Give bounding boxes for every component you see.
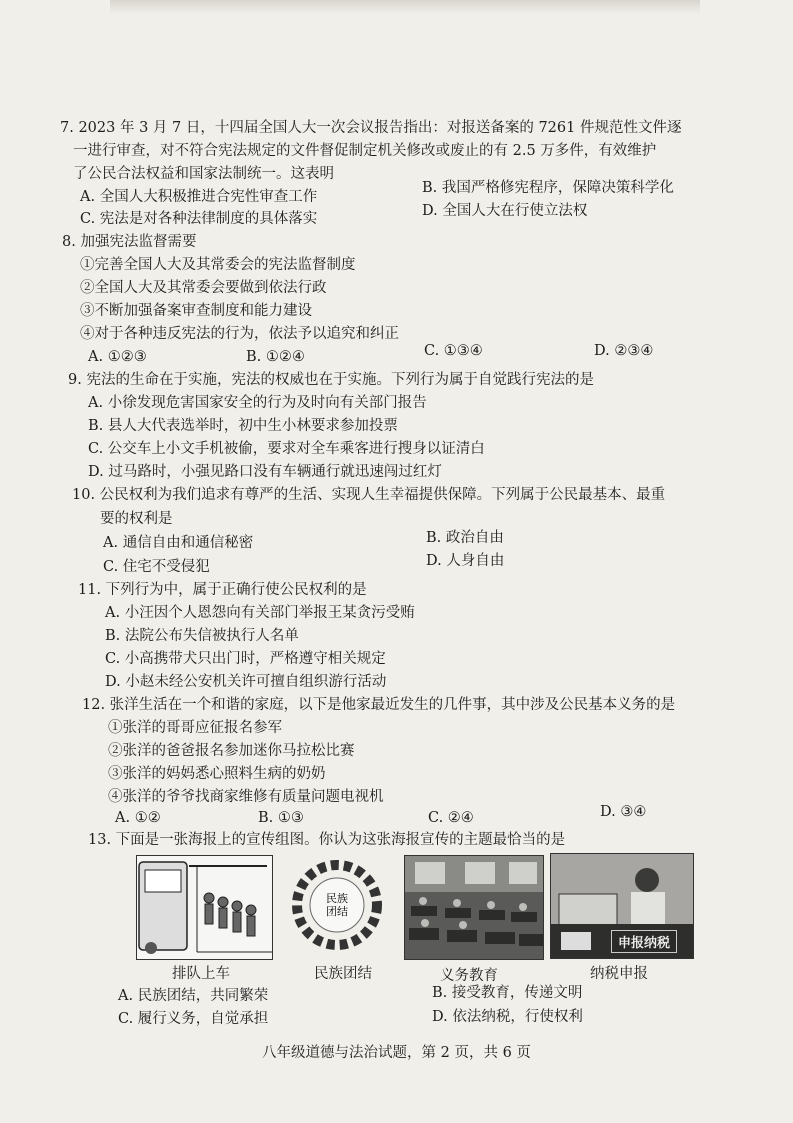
q10-option-d: D. 人身自由: [426, 553, 505, 569]
q11-option-a: A. 小汪因个人恩怨向有关部门举报王某贪污受贿: [105, 605, 415, 621]
svg-text:团结: 团结: [326, 905, 348, 918]
q12-item4: ④张洋的爷爷找商家维修有质量问题电视机: [108, 789, 384, 805]
q13-option-a: A. 民族团结，共同繁荣: [118, 988, 269, 1004]
q11-stem: 11. 下列行为中，属于正确行使公民权利的是: [78, 582, 367, 598]
q12-option-c: C. ②④: [428, 810, 474, 826]
q9-option-c: C. 公交车上小文手机被偷，要求对全车乘客进行搜身以证清白: [88, 441, 485, 457]
q7-line3: 了公民合法权益和国家法制统一。这表明: [73, 166, 334, 182]
q8-option-a: A. ①②③: [88, 349, 147, 365]
tax-declaration-photo: [550, 853, 694, 959]
q13-option-c: C. 履行义务，自觉承担: [118, 1011, 269, 1027]
q9-option-d: D. 过马路时，小强见路口没有车辆通行就迅速闯过红灯: [88, 464, 442, 480]
q9-option-a: A. 小徐发现危害国家安全的行为及时向有关部门报告: [88, 395, 427, 411]
q10-option-b: B. 政治自由: [426, 530, 504, 546]
q12-item2: ②张洋的爸爸报名参加迷你马拉松比赛: [108, 743, 355, 759]
q12-option-b: B. ①③: [258, 810, 304, 826]
q10-option-c: C. 住宅不受侵犯: [103, 559, 210, 575]
q11-option-c: C. 小高携带犬只出门时，严格遵守相关规定: [105, 651, 386, 667]
q7-option-b: B. 我国严格修宪程序，保障决策科学化: [422, 180, 674, 196]
q8-option-b: B. ①②④: [246, 349, 305, 365]
q8-item4: ④对于各种违反宪法的行为，依法予以追究和纠正: [80, 326, 399, 342]
q8-item2: ②全国人大及其常委会要做到依法行政: [80, 280, 327, 296]
q7-option-d: D. 全国人大在行使立法权: [422, 203, 588, 219]
logo-text: 民族: [326, 892, 348, 905]
caption-unity: 民族团结: [314, 966, 372, 982]
q10-line2: 要的权利是: [100, 511, 173, 527]
q13-option-b: B. 接受教育，传递文明: [432, 985, 583, 1001]
classroom-photo: [404, 855, 544, 960]
q8-item3: ③不断加强备案审查制度和能力建设: [80, 303, 312, 319]
q7-option-a: A. 全国人大积极推进合宪性审查工作: [80, 189, 318, 205]
caption-tax: 纳税申报: [590, 966, 648, 982]
q11-option-d: D. 小赵未经公安机关许可擅自组织游行活动: [105, 674, 387, 690]
q12-option-d: D. ③④: [600, 804, 647, 820]
tax-sign: 申报纳税: [611, 930, 677, 953]
q8-option-d: D. ②③④: [594, 343, 654, 359]
q7-option-c: C. 宪法是对各种法律制度的具体落实: [80, 211, 318, 227]
q8-stem: 8. 加强宪法监督需要: [62, 234, 197, 250]
q7-line1: 7. 2023 年 3 月 7 日，十四届全国人大一次会议报告指出：对报送备案的 7261 件规范性文件逐: [60, 120, 682, 136]
q10-option-a: A. 通信自由和通信秘密: [103, 535, 254, 551]
q8-item1: ①完善全国人大及其常委会的宪法监督制度: [80, 257, 356, 273]
q9-option-b: B. 县人大代表选举时，初中生小林要求参加投票: [88, 418, 398, 434]
q11-option-b: B. 法院公布失信被执行人名单: [105, 628, 299, 644]
q10-line1: 10. 公民权利为我们追求有尊严的生活、实现人生幸福提供保障。下列属于公民最基本、最重: [72, 487, 666, 503]
q9-stem: 9. 宪法的生命在于实施，宪法的权威也在于实施。下列行为属于自觉践行宪法的是: [68, 372, 594, 388]
caption-education: 义务教育: [440, 968, 498, 984]
queue-bus-illustration: [136, 855, 273, 960]
q12-item1: ①张洋的哥哥应征报名参军: [108, 720, 282, 736]
q7-line2: 一进行审查，对不符合宪法规定的文件督促制定机关修改或废止的有 2.5 万多件，有效维护: [73, 143, 657, 159]
q13-stem: 13. 下面是一张海报上的宣传组图。你认为这张海报宣传的主题最恰当的是: [88, 832, 566, 848]
q13-option-d: D. 依法纳税，行使权利: [432, 1009, 583, 1025]
ethnic-unity-logo: [286, 855, 388, 958]
caption-queue: 排队上车: [172, 966, 230, 982]
q8-option-c: C. ①③④: [424, 343, 483, 359]
q12-option-a: A. ①②: [115, 810, 161, 826]
page-footer: 八年级道德与法治试题，第 2 页，共 6 页: [262, 1045, 531, 1061]
q12-stem: 12. 张洋生活在一个和谐的家庭，以下是他家最近发生的几件事，其中涉及公民基本义务的是: [82, 697, 676, 713]
q12-item3: ③张洋的妈妈悉心照料生病的奶奶: [108, 766, 326, 782]
scan-shadow: [110, 0, 700, 14]
